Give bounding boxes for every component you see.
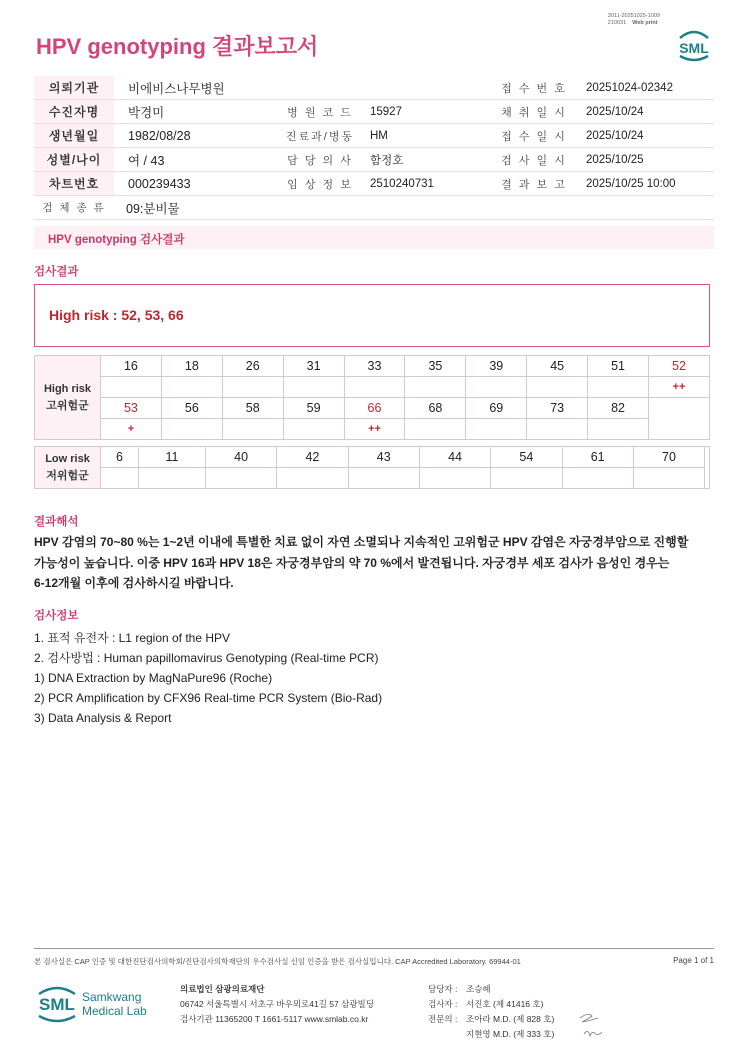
genotype-cell: 70 <box>633 447 704 468</box>
info-label: 의뢰기관 <box>34 76 114 100</box>
genotype-result <box>161 419 222 440</box>
info-label: 담 당 의 사 <box>282 148 358 172</box>
risk-label-en: High risk <box>43 382 92 395</box>
high-risk-row <box>35 398 710 419</box>
high-risk-row <box>35 356 710 377</box>
document-number: 3011-20251025-1009 210031 Web print <box>607 13 660 26</box>
institution-info: 의료법인 삼광의료재단 06742 서울특별시 서초구 바우뫼로41길 57 삼광빌딩 검사기관 11365200 T 1661-5117 www.smlab.co.kr <box>180 984 374 1024</box>
result-box <box>34 284 710 347</box>
genotype-cell: 26 <box>222 356 283 377</box>
genotype-cell: 40 <box>205 447 276 468</box>
interp-line: HPV 감염의 70~80 %는 1~2년 이내에 특별한 치료 없이 자연 소멸되나 지속적인 고위험군 HPV 감염은 자궁경부암으로 진행할 <box>34 535 689 549</box>
result-text: High risk : 52, 53, 66 <box>49 307 184 323</box>
page-number: Page 1 of 1 <box>673 956 714 965</box>
genotype-result: + <box>101 419 162 440</box>
info-value: 2025/10/25 10:00 <box>574 172 714 196</box>
info-label: 병 원 코 드 <box>282 100 358 124</box>
info-label: 검 사 일 시 <box>494 148 574 172</box>
genotype-cell: 59 <box>283 398 344 419</box>
info-value: 비에비스나무병원 <box>114 76 282 100</box>
info-heading: 검사정보 <box>34 610 79 622</box>
svg-text:SML: SML <box>39 995 75 1014</box>
genotype-result <box>405 377 466 398</box>
info-row <box>34 172 714 196</box>
genotype-result <box>527 377 588 398</box>
info-value: 1982/08/28 <box>114 124 282 148</box>
info-value <box>358 76 494 100</box>
test-info <box>34 628 382 728</box>
info-row <box>34 148 714 172</box>
genotype-result <box>161 377 222 398</box>
info-value: HM <box>358 124 494 148</box>
info-value: 15927 <box>358 100 494 124</box>
info-label: 임 상 정 보 <box>282 172 358 196</box>
section-bar: HPV genotyping 검사결과 <box>34 226 714 249</box>
genotype-cell: 52 <box>649 356 710 377</box>
samkwang-logo-icon <box>36 980 156 1026</box>
genotype-result <box>101 377 162 398</box>
info-label: 접 수 일 시 <box>494 124 574 148</box>
info-line: 3) Data Analysis & Report <box>34 711 172 725</box>
genotype-result <box>527 419 588 440</box>
genotype-result: ++ <box>649 377 710 398</box>
high-risk-table <box>34 355 710 440</box>
empty-cell <box>633 468 704 489</box>
genotype-cell: 16 <box>101 356 162 377</box>
empty-cell <box>705 447 710 489</box>
genotype-result <box>283 419 344 440</box>
staff-info: 담당자 : 조승혜 검사자 : 서진호 (제 41416 호) 전문의 : 조아라 M.D. (제 828 호) 지현영 M.D. (제 333 호) <box>428 984 555 1039</box>
genotype-cell: 45 <box>527 356 588 377</box>
specimen-value: 09:분비물 <box>114 196 714 220</box>
risk-label-ko: 저위험군 <box>46 469 89 482</box>
genotype-result <box>588 377 649 398</box>
genotype-cell: 43 <box>348 447 419 468</box>
empty-cell <box>139 468 206 489</box>
info-value: 2025/10/25 <box>574 148 714 172</box>
info-line: 2) PCR Amplification by CFX96 Real-time PCR System (Bio-Rad) <box>34 691 383 705</box>
info-row <box>34 124 714 148</box>
genotype-cell: 56 <box>161 398 222 419</box>
info-line: 2. 검사방법 : Human papillomavirus Genotyping (Real-time PCR) <box>34 651 379 665</box>
patient-info-table <box>34 76 714 220</box>
info-value: 여 / 43 <box>114 148 282 172</box>
info-value: 20251024-02342 <box>574 76 714 100</box>
info-value: 2510240731 <box>358 172 494 196</box>
interp-line: 가능성이 높습니다. 이중 HPV 16과 HPV 18은 자궁경부암의 약 70 %에서 발견됩니다. 자궁경부 세포 검사가 음성인 경우는 <box>34 555 670 570</box>
genotype-cell: 82 <box>588 398 649 419</box>
info-value: 박경미 <box>114 100 282 124</box>
low-risk-row <box>35 447 710 468</box>
empty-cell <box>277 468 348 489</box>
genotype-result <box>466 377 527 398</box>
genotype-result <box>283 377 344 398</box>
risk-label <box>35 447 101 489</box>
genotype-cell: 11 <box>139 447 206 468</box>
interpretation-heading: 결과해석 <box>34 516 79 528</box>
genotype-cell: 31 <box>283 356 344 377</box>
empty-cell <box>348 468 419 489</box>
low-risk-table <box>34 446 710 489</box>
info-row <box>34 76 714 100</box>
specimen-label: 검 체 종 류 <box>34 196 114 220</box>
genotype-cell: 18 <box>161 356 222 377</box>
page-title: HPV genotyping 결과보고서 <box>36 34 319 59</box>
info-label: 진료과/병동 <box>282 124 358 148</box>
info-value: 000239433 <box>114 172 282 196</box>
low-risk-mark-row <box>35 468 710 489</box>
genotype-cell: 53 <box>101 398 162 419</box>
genotype-cell: 6 <box>101 447 139 468</box>
risk-label <box>35 356 101 440</box>
genotype-cell: 39 <box>466 356 527 377</box>
info-label: 생년월일 <box>34 124 114 148</box>
info-line: 1) DNA Extraction by MagNaPure96 (Roche) <box>34 671 273 685</box>
specimen-row <box>34 196 714 220</box>
genotype-cell: 44 <box>419 447 490 468</box>
genotype-cell: 54 <box>491 447 562 468</box>
genotype-result <box>466 419 527 440</box>
genotype-cell: 68 <box>405 398 466 419</box>
empty-cell <box>562 468 633 489</box>
info-value: 2025/10/24 <box>574 124 714 148</box>
footer-note: 본 검사실은 CAP 인증 및 대한진단검사의학회/진단검사의학재단의 우수검사실 신임 인증을 받은 검사실입니다. CAP Accredited Laboratory. 69944-01 <box>34 957 521 966</box>
genotype-result <box>222 377 283 398</box>
interpretation-text <box>34 532 714 594</box>
info-row <box>34 100 714 124</box>
genotype-result: ++ <box>344 419 405 440</box>
empty-cell <box>491 468 562 489</box>
info-value: 2025/10/24 <box>574 100 714 124</box>
svg-text:SML: SML <box>679 40 709 56</box>
genotype-cell: 51 <box>588 356 649 377</box>
info-label: 차트번호 <box>34 172 114 196</box>
svg-text:Medical Lab: Medical Lab <box>82 1004 147 1018</box>
genotype-cell: 69 <box>466 398 527 419</box>
genotype-cell: 58 <box>222 398 283 419</box>
genotype-cell: 33 <box>344 356 405 377</box>
genotype-cell: 61 <box>562 447 633 468</box>
info-label: 채 취 일 시 <box>494 100 574 124</box>
risk-label-en: Low risk <box>45 452 90 465</box>
genotype-cell: 42 <box>277 447 348 468</box>
risk-label-ko: 고위험군 <box>46 399 89 412</box>
interp-line: 6-12개월 이후에 검사하시길 바랍니다. <box>34 576 234 590</box>
empty-cell <box>205 468 276 489</box>
info-label <box>282 76 358 100</box>
empty-cell <box>101 468 139 489</box>
high-risk-mark-row <box>35 419 710 440</box>
genotype-result <box>344 377 405 398</box>
genotype-result <box>588 419 649 440</box>
signature-icon <box>578 1010 604 1040</box>
high-risk-mark-row <box>35 377 710 398</box>
empty-cell <box>649 398 710 440</box>
footer-divider <box>34 948 714 949</box>
info-label: 수진자명 <box>34 100 114 124</box>
result-heading: 검사결과 <box>34 266 79 278</box>
genotype-cell: 73 <box>527 398 588 419</box>
info-label: 접 수 번 호 <box>494 76 574 100</box>
empty-cell <box>419 468 490 489</box>
info-label: 성별/나이 <box>34 148 114 172</box>
genotype-cell: 35 <box>405 356 466 377</box>
sml-logo-icon <box>674 26 714 62</box>
genotype-result <box>222 419 283 440</box>
svg-text:Samkwang: Samkwang <box>82 990 142 1004</box>
info-line: 1. 표적 유전자 : L1 region of the HPV <box>34 631 231 645</box>
info-label: 결 과 보 고 <box>494 172 574 196</box>
info-value: 함정호 <box>358 148 494 172</box>
genotype-result <box>405 419 466 440</box>
genotype-cell: 66 <box>344 398 405 419</box>
